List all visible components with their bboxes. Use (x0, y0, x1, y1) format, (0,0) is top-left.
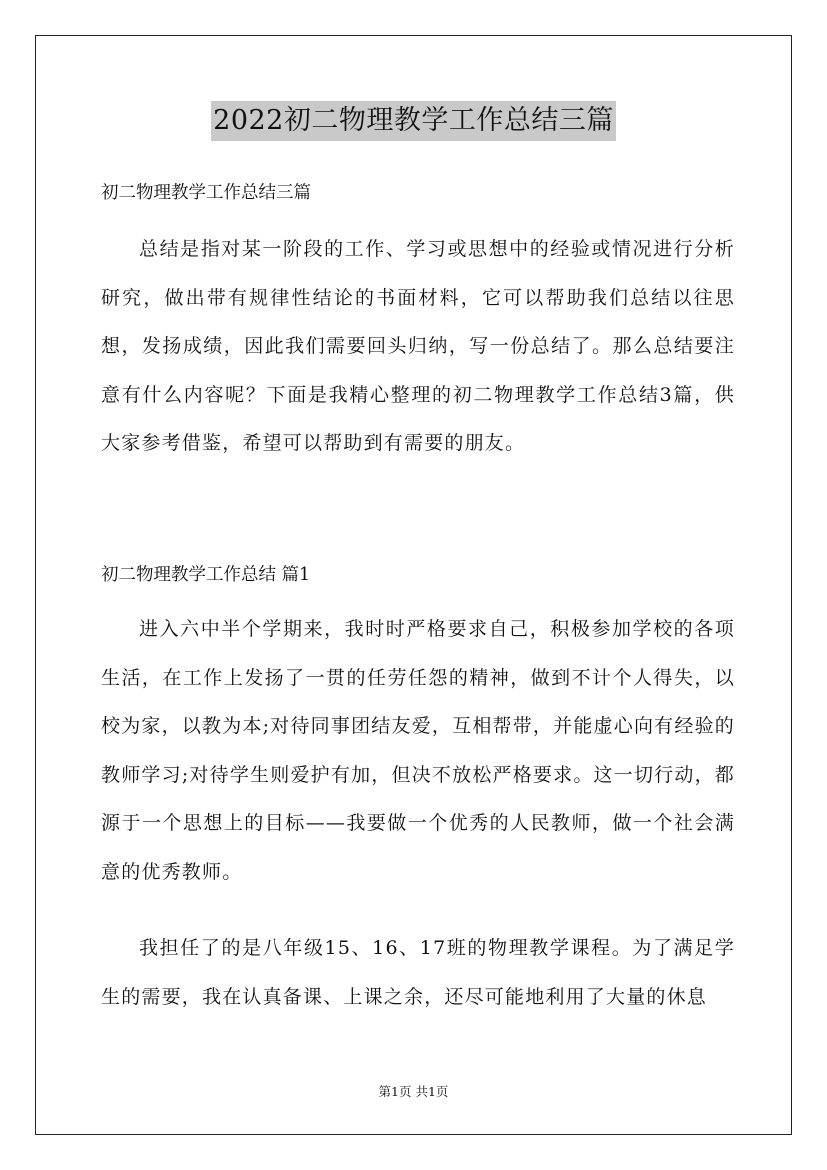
body-paragraph: 进入六中半个学期来，我时时严格要求自己，积极参加学校的各项生活，在工作上发扬了一贯的任劳任怨的精神，做到不计个人得失，以校为家，以教为本;对待同事团结友爱，互相帮带，并能虚心向有经验的教师学习;对待学生则爱护有加，但决不放松严格要求。这一切行动，都源于一个思想上的目标——我要做一个优秀的人民教师，做一个社会满意的优秀教师。 (101, 618, 735, 883)
document-title: 2022初二物理教学工作总结三篇 (211, 101, 616, 141)
page-footer: 第1页 共1页 (378, 1084, 449, 1099)
body-paragraph: 我担任了的是八年级15、16、17班的物理教学课程。为了满足学生的需要，我在认真备课、上课之余，还尽可能地利用了大量的休息 (101, 937, 735, 1008)
document-title-block (0, 101, 827, 141)
section-heading: 初二物理教学工作总结 篇1 (101, 565, 311, 585)
intro-paragraph: 总结是指对某一阶段的工作、学习或思想中的经验或情况进行分析研究，做出带有规律性结论的书面材料，它可以帮助我们总结以往思想，发扬成绩，因此我们需要回头归纳，写一份总结了。那么总结要注意有什么内容呢？下面是我精心整理的初二物理教学工作总结3篇，供大家参考借鉴，希望可以帮助到有需要的朋友。 (101, 238, 735, 455)
document-subtitle: 初二物理教学工作总结三篇 (101, 183, 311, 203)
